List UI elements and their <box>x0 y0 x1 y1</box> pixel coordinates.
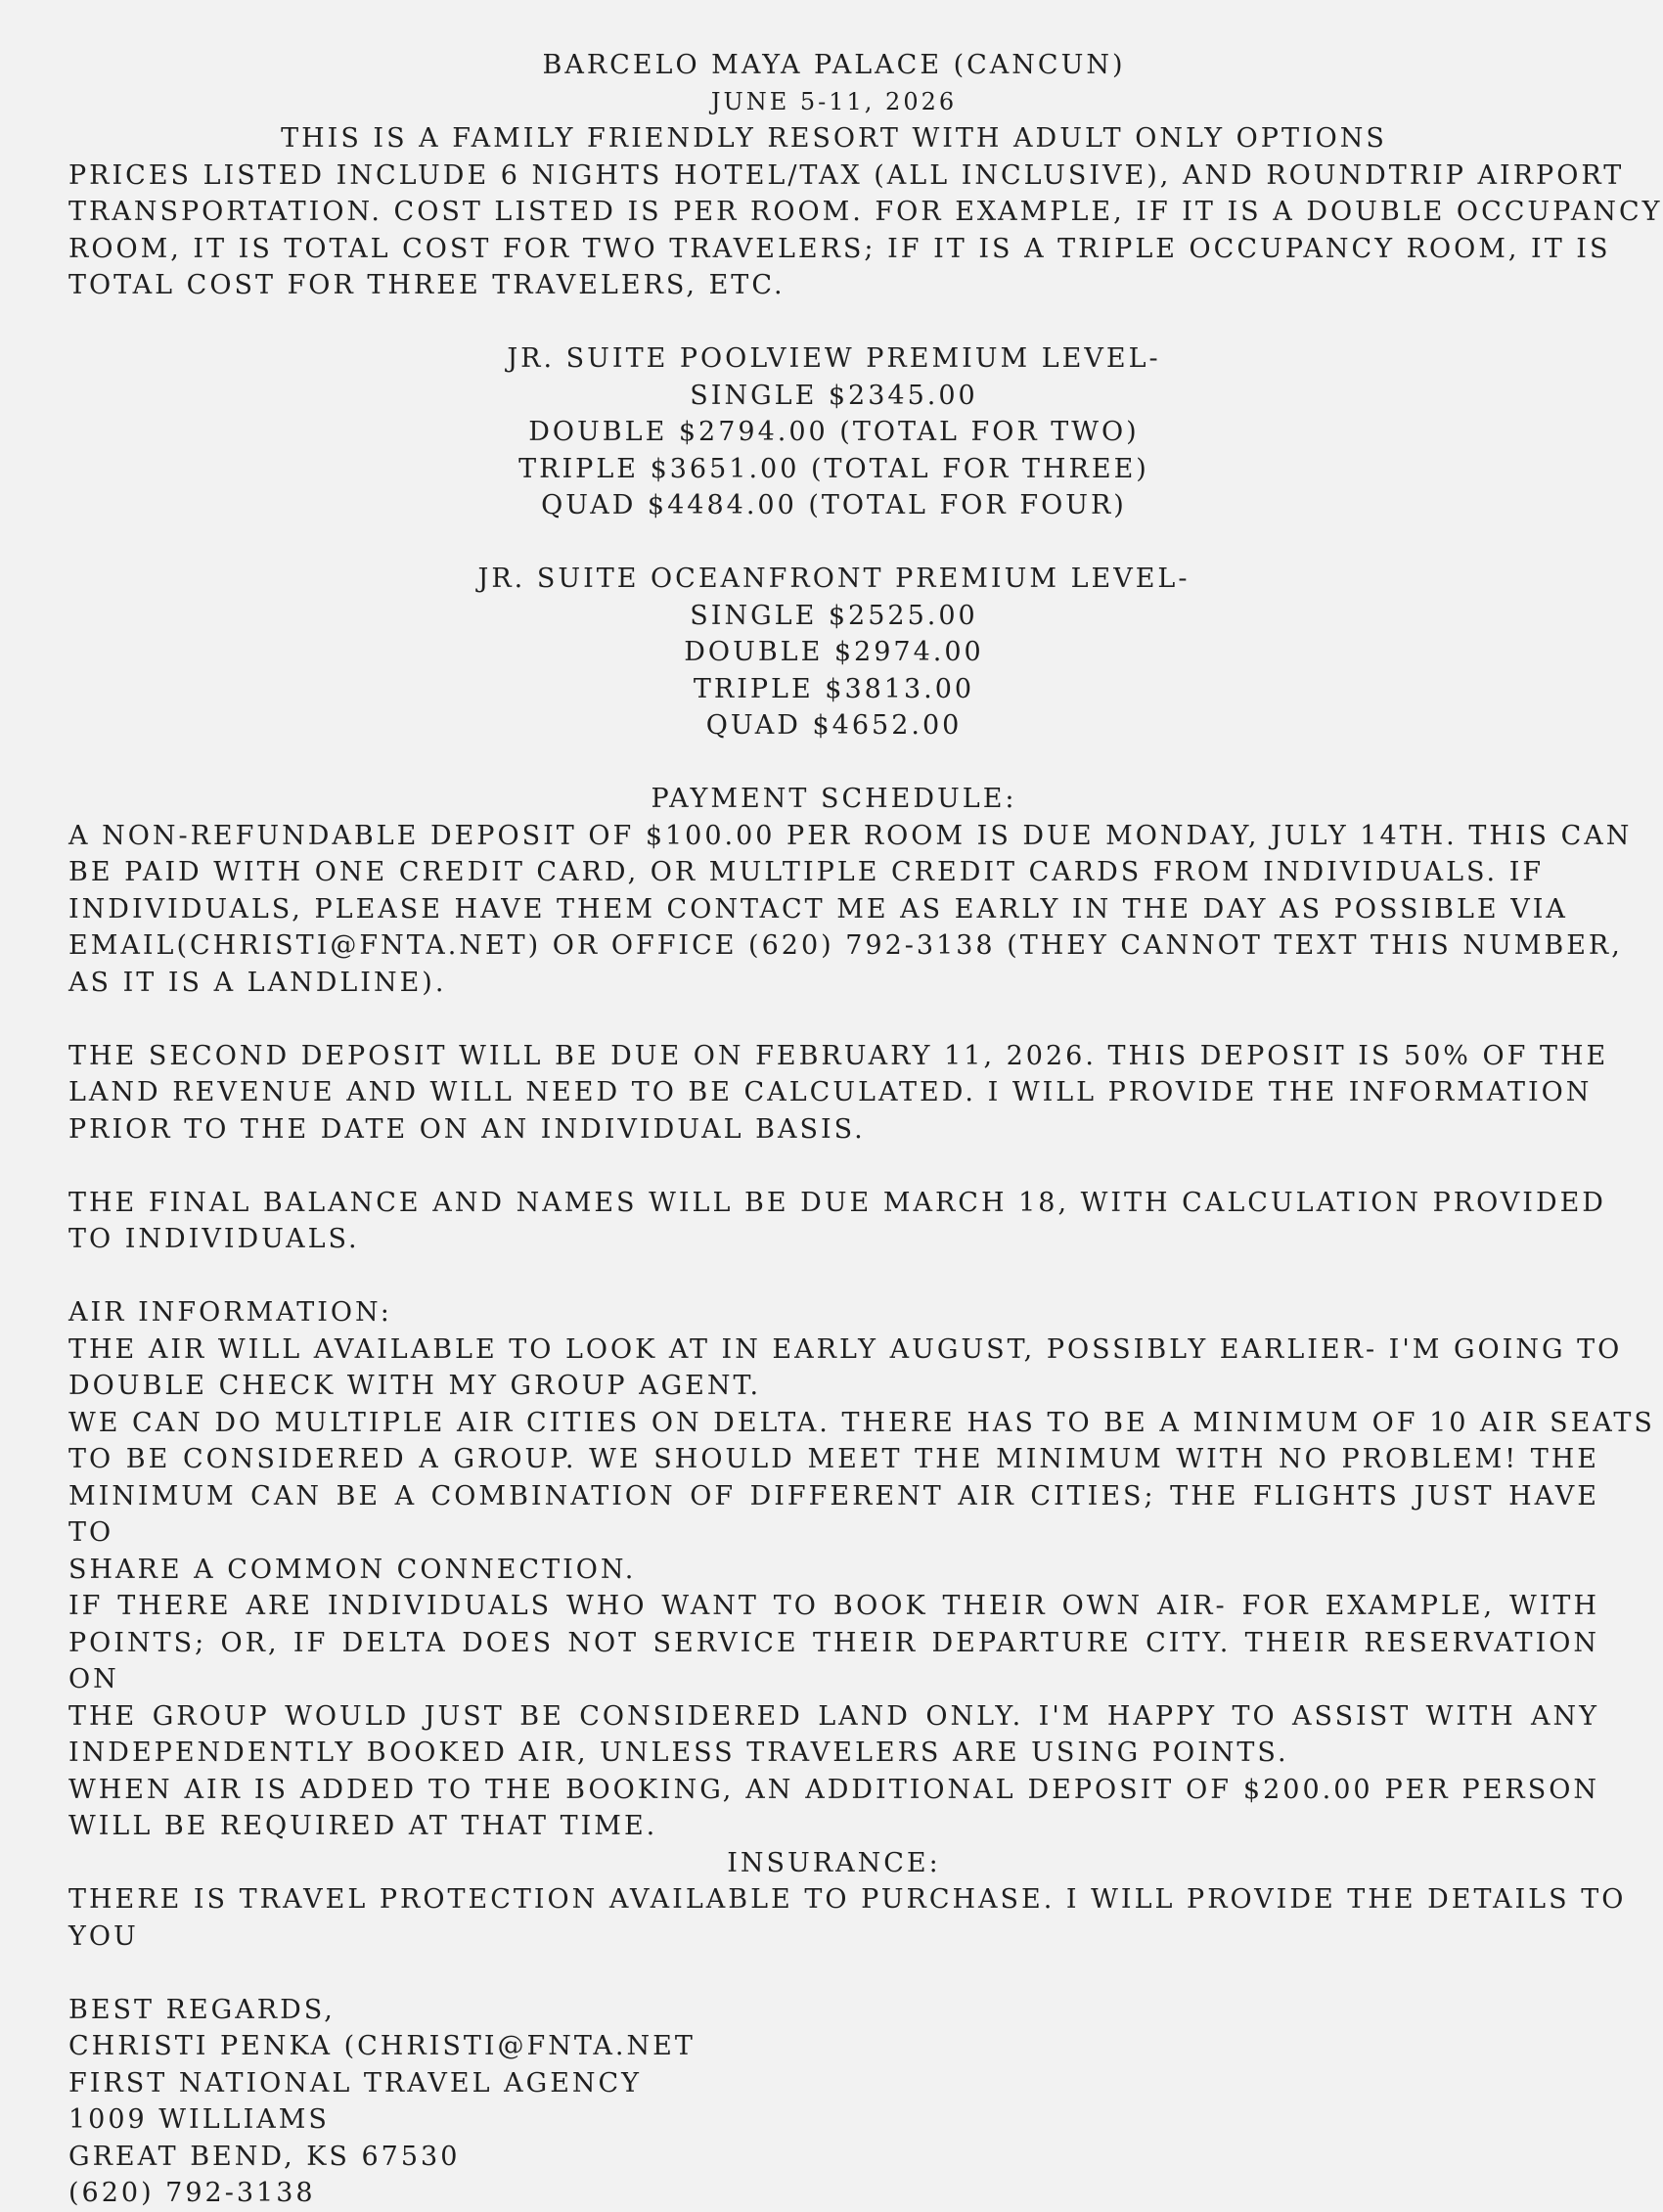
spacer <box>68 1148 1599 1185</box>
deposit-line: AS IT IS A LANDLINE). <box>68 967 447 998</box>
second-deposit-line: PRIOR TO THE DATE ON AN INDIVIDUAL BASIS. <box>68 1113 866 1145</box>
air-line: WE CAN DO MULTIPLE AIR CITIES ON DELTA. THERE HAS TO BE A MINIMUM OF 10 AIR SEATS <box>68 1407 1655 1438</box>
signature-city: GREAT BEND, KS 67530 <box>68 2141 461 2172</box>
air-heading: AIR INFORMATION: <box>68 1297 392 1328</box>
spacer <box>68 1955 1599 1992</box>
final-balance-line: TO INDIVIDUALS. <box>68 1224 360 1254</box>
spacer <box>68 304 1599 341</box>
air-line: THE AIR WILL AVAILABLE TO LOOK AT IN EARLY AUGUST, POSSIBLY EARLIER- I'M GOING TO <box>68 1333 1623 1365</box>
second-deposit-line: LAND REVENUE AND WILL NEED TO BE CALCULATED. I WILL PROVIDE THE INFORMATION <box>68 1077 1593 1107</box>
air-line: DOUBLE CHECK WITH MY GROUP AGENT. <box>68 1371 762 1401</box>
spacer <box>68 1258 1599 1295</box>
air-line: INDEPENDENTLY BOOKED AIR, UNLESS TRAVELERS ARE USING POINTS. <box>68 1738 1289 1768</box>
intro-line: ROOM, IT IS TOTAL COST FOR TWO TRAVELERS; IF IT IS A TRIPLE OCCUPANCY ROOM, IT IS <box>68 233 1611 264</box>
air-line: THE GROUP WOULD JUST BE CONSIDERED LAND ONLY. I'M HAPPY TO ASSIST WITH ANY <box>68 1700 1599 1732</box>
rate-line: QUAD $4484.00 (TOTAL FOR FOUR) <box>541 490 1127 520</box>
air-line: POINTS; OR, IF DELTA DOES NOT SERVICE THEIR DEPARTURE CITY. THEIR RESERVATION ON <box>68 1627 1599 1694</box>
resort-title: BARCELO MAYA PALACE (CANCUN) <box>542 50 1126 80</box>
spacer <box>68 524 1599 562</box>
deposit-line: EMAIL(CHRISTI@FNTA.NET) OR OFFICE (620) 792-3138 (THEY CANNOT TEXT THIS NUMBER, <box>68 930 1623 961</box>
room-type-heading: JR. SUITE POOLVIEW PREMIUM LEVEL- <box>507 343 1161 374</box>
rate-line: SINGLE $2345.00 <box>690 380 978 411</box>
air-line: TO BE CONSIDERED A GROUP. WE SHOULD MEET THE MINIMUM WITH NO PROBLEM! THE <box>68 1444 1599 1474</box>
rate-line: TRIPLE $3813.00 <box>693 673 975 704</box>
rate-line: DOUBLE $2974.00 <box>684 637 984 667</box>
intro-line: TRANSPORTATION. COST LISTED IS PER ROOM. FOR EXAMPLE, IF IT IS A DOUBLE OCCUPANCY <box>68 197 1663 227</box>
signature-agency: FIRST NATIONAL TRAVEL AGENCY <box>68 2067 643 2099</box>
signature-name: CHRISTI PENKA (CHRISTI@FNTA.NET <box>68 2031 696 2061</box>
air-line: WILL BE REQUIRED AT THAT TIME. <box>68 1811 658 1841</box>
intro-line: PRICES LISTED INCLUDE 6 NIGHTS HOTEL/TAX (ALL INCLUSIVE), AND ROUNDTRIP AIRPORT <box>68 159 1625 191</box>
travel-dates: JUNE 5-11, 2026 <box>710 87 958 115</box>
document-page <box>68 47 1663 2212</box>
final-balance-line: THE FINAL BALANCE AND NAMES WILL BE DUE MARCH 18, WITH CALCULATION PROVIDED <box>68 1187 1606 1218</box>
air-line: MINIMUM CAN BE A COMBINATION OF DIFFERENT AIR CITIES; THE FLIGHTS JUST HAVE TO <box>68 1480 1599 1548</box>
rate-line: TRIPLE $3651.00 (TOTAL FOR THREE) <box>518 453 1149 484</box>
room-type-heading: JR. SUITE OCEANFRONT PREMIUM LEVEL- <box>477 564 1191 594</box>
air-line: SHARE A COMMON CONNECTION. <box>68 1554 637 1585</box>
deposit-line: BE PAID WITH ONE CREDIT CARD, OR MULTIPLE CREDIT CARDS FROM INDIVIDUALS. IF <box>68 857 1545 887</box>
insurance-line: YOU <box>68 1920 139 1952</box>
insurance-heading: INSURANCE: <box>727 1847 941 1878</box>
rate-line: SINGLE $2525.00 <box>690 600 978 631</box>
intro-line: TOTAL COST FOR THREE TRAVELERS, ETC. <box>68 270 786 300</box>
rate-line: QUAD $4652.00 <box>705 710 963 741</box>
second-deposit-line: THE SECOND DEPOSIT WILL BE DUE ON FEBRUARY 11, 2026. THIS DEPOSIT IS 50% OF THE <box>68 1040 1609 1071</box>
signature-street: 1009 WILLIAMS <box>68 2104 330 2135</box>
air-line: WHEN AIR IS ADDED TO THE BOOKING, AN ADDITIONAL DEPOSIT OF $200.00 PER PERSON <box>68 1774 1599 1805</box>
deposit-line: INDIVIDUALS, PLEASE HAVE THEM CONTACT ME AS EARLY IN THE DAY AS POSSIBLE VIA <box>68 893 1568 925</box>
insurance-line: THERE IS TRAVEL PROTECTION AVAILABLE TO PURCHASE. I WILL PROVIDE THE DETAILS TO <box>68 1884 1627 1915</box>
air-line: IF THERE ARE INDIVIDUALS WHO WANT TO BOOK THEIR OWN AIR- FOR EXAMPLE, WITH <box>68 1591 1599 1621</box>
signature-closing: BEST REGARDS, <box>68 1994 336 2025</box>
resort-tagline: THIS IS A FAMILY FRIENDLY RESORT WITH ADULT ONLY OPTIONS <box>281 123 1387 154</box>
rate-line: DOUBLE $2794.00 (TOTAL FOR TWO) <box>528 417 1140 447</box>
signature-phone: (620) 792-3138 <box>68 2178 316 2208</box>
payment-heading: PAYMENT SCHEDULE: <box>651 784 1017 814</box>
spacer <box>68 745 1599 782</box>
deposit-line: A NON-REFUNDABLE DEPOSIT OF $100.00 PER ROOM IS DUE MONDAY, JULY 14TH. THIS CAN <box>68 820 1633 851</box>
spacer <box>68 1001 1599 1038</box>
